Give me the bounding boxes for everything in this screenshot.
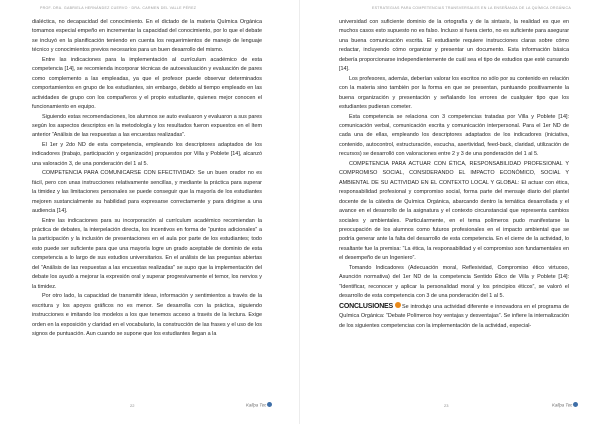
journal-brand-label: Kallpa Tec	[246, 402, 267, 408]
page-number: 22	[130, 403, 135, 408]
paragraph: El 1er y 2do ND de esta competencia, empleando los descriptores adaptados de los indicadores (trabajo, participación y organización) propuestos por Villa y Poblete [14], alcanzó una valoración 3, de una ponderación del 1 al 5.	[32, 141, 262, 167]
paragraph: Siguiendo estas recomendaciones, los alumnos se auto evaluaron y evaluaron a sus pares según los aspectos descriptos en la metodología y los resultados fueron expuestos en el ítem anterior “Análisis de las respuestas a las encuestas realizadas”.	[32, 113, 262, 139]
conclusions-paragraph	[339, 302, 569, 331]
body-text	[32, 18, 262, 339]
paragraph: universidad con suficiente dominio de la ortografía y de la sintaxis, la realidad es que en muchos casos esto supuesto no es falso. Incluso si fuera cierto, no es suficiente para asegurar una buena comunicación escrita. El estudiante requiere instrucciones claras sobre cómo redactar, incluyendo cómo organizar y presentar un documento. Esta información básica debería proporcionarse independientemente de cuál sea el tipo de estudios que esté cursando [14].	[339, 19, 569, 73]
right-page	[300, 0, 600, 424]
paragraph: Entre las indicaciones para su incorporación al currículum académico recomiendan la práctica de debates, la interpelación directa, los incentivos en forma de “puntos adicionales” a la participación y la inclusión de presentaciones en el aula por parte de los estudiantes; todo esto puede ser suficiente para que una mayoría logre un grado aceptable de dominio de esta competencia a lo largo de sus estudios universitarios. En el análisis de las preguntas abiertas del “Análisis de las respuestas a las encuestas realizadas” se supo que la implementación del debate los ayudó a mejorar la expresión oral y superar progresivamente el temor, los nervios y la timidez.	[32, 217, 262, 290]
paragraph: Esta competencia se relaciona con 3 competencias tratadas por Villa y Poblete [14]: comunicación verbal, comunicación escrita y comunicación interpersonal. Para el 1er ND de cada una de ellas, empleando los descriptores adaptados de los indicadores (iniciativa, contenido, autocontrol, estructuración, escucha, asertividad, feed-back, claridad, utilización de recursos) se desarrolló con valoraciones entre 2 y 3 de una ponderación del 1 al 5.	[339, 113, 569, 158]
paragraph: COMPETENCIA PARA ACTUAR CON ÉTICA, RESPONSABILIDAD PROFESIONAL Y COMPROMISO SOCIAL, CONSIDERANDO EL IMPACTO ECONÓMICO, SOCIAL Y AMBIENTAL DE SU ACTIVIDAD EN EL CONTEXTO LOCAL Y GLOBAL: El actuar con ética, responsabilidad profesional y compromiso social, forma parte del mensaje diario del plantel docente de la cátedra de Química Orgánica, abarcando dentro la temática desarrollada y el avance en el desarrollo de la asignatura y el contexto circunstancial que representa cambios sociales y ambientales. Particularmente, en el tema polímeros pudo manifestarse la preocupación de los alumnos como futuros profesionales en el impacto ambiental que se podría generar ante la falta del desarrollo de esta competencia. En el cierre de la actividad, lo resaltante fue la premisa: “La ética, la responsabilidad y el compromiso son fundamentales en el desempeño de un Ingeniero”.	[339, 160, 569, 262]
brand-logo-icon	[267, 402, 272, 407]
running-head: ESTRATEGIAS PARA COMPETENCIAS TRANSVERSALES EN LA ENSEÑANZA DE LA QUÍMICA ORGÁNICA	[372, 6, 572, 10]
running-head: PROF. DRA. GABRIELA HERNÁNDEZ CUERVO · DRA. CARMEN DEL VALLE PÉREZ	[40, 6, 197, 10]
conclusions-text: Se introdujo una actividad diferente e innovadora en el programa de Química Orgánica: “Debate Polímeros hoy ventajas y desventajas”. Se infiere la internalización de los siguientes competencias con la implementación de la actividad, especial-	[339, 303, 569, 329]
journal-brand-label: Kallpa Tec	[552, 402, 573, 408]
brand-logo-icon	[573, 402, 578, 407]
paragraph: Entre las indicaciones para la implementación al currículum académico de esta competencia [14], se recomienda incorporar técnicas de autoevaluación y evaluación de pares como complemento a las empleadas, ya que el profesor puede observar determinados comportamientos en grupo de los estudiantes, sin embargo, debido al tiempo empleado en las actividades de grupo con los compañeros y el propio estudiante, quienes mejor conocen el funcionamiento en equipo.	[32, 56, 262, 111]
paragraph: Los profesores, además, deberían valorar los escritos no sólo por su contenido en relación con la materia sino también por la forma en que se presentan, puntuando positivamente la buena organización y presentación y señalando los errores de cualquier tipo que los estudiantes pudieran cometer.	[339, 75, 569, 111]
section-bullet-icon	[395, 302, 401, 308]
journal-brand	[552, 402, 578, 408]
journal-brand	[246, 402, 272, 408]
body-text	[339, 18, 569, 331]
paragraph: dialéctica, no decapacidad del conocimiento. En el dictado de la materia Química Orgánica tomamos especial empeño en incrementar la capacidad del conocimiento, por lo que el debate se incluyó en la planificación teniendo en cuenta los requerimientos de manejo de lenguaje técnico y conocimientos previos necesarios para un buen desarrollo del mismo.	[32, 19, 262, 54]
paragraph: Tomando Indicadores (Adecuación moral, Reflexividad, Compromiso ético virtuoso, Asunción normativa) del 1er ND de la competencia Sentido Ético de Villa y Poblete [14]: “Identificar, reconocer y aplicar la personalidad moral y los principios éticos”, se valoró el desarrollo de esta competencia con 3 de una ponderación del 1 al 5.	[339, 264, 569, 300]
page-number: 23	[444, 403, 449, 408]
paragraph: Por otro lado, la capacidad de transmitir ideas, información y sentimientos a través de la escritura y los apoyos gráficos no es menor. Se desarrolla con la práctica, siguiendo instrucciones e imitando los modelos a los que tenemos acceso a través de la lectura. Exige orden en la exposición y claridad en el vocabulario, la construcción de las frases y el uso de los signos de puntuación. Aun cuando se supone que los estudiantes llegan a la	[32, 293, 262, 337]
section-heading: CONCLUSIONES	[339, 302, 393, 310]
paragraph: COMPETENCIA PARA COMUNICARSE CON EFECTIVIDAD: Se un buen orador no es fácil, pero con unas instrucciones relativamente sencillas, y mediante la práctica para superar la timidez y las limitaciones personales se puede conseguir que la mayoría de los estudiantes mejoren sustancialmente su habilidad para expresarse correctamente y para dirigirse a una audiencia [14].	[32, 170, 262, 215]
